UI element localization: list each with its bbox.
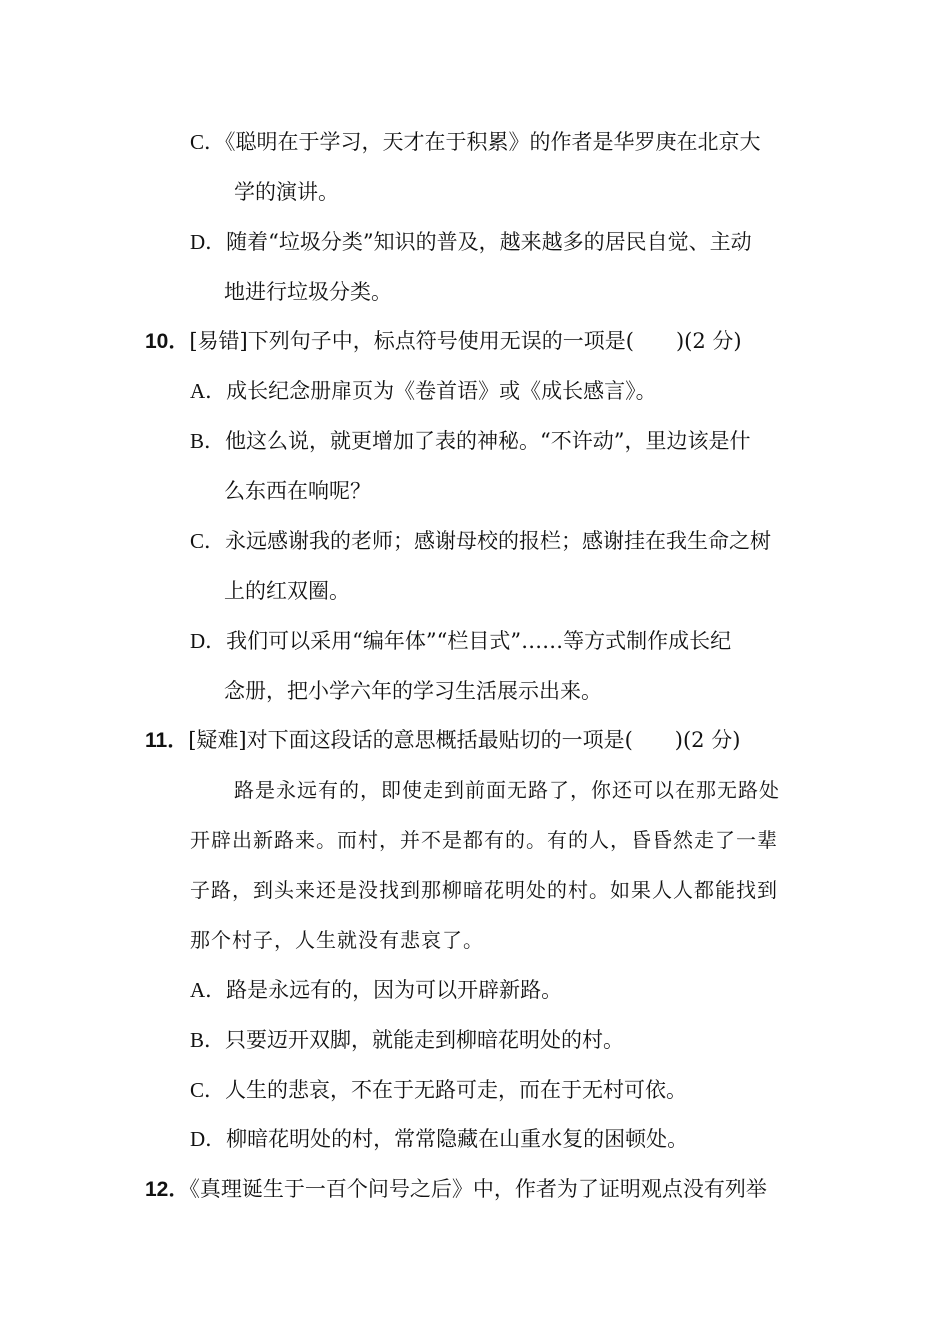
- q10-option-d-continued: 念册，把小学六年的学习生活展示出来。: [224, 679, 602, 703]
- option-text: 成长纪念册扉页为《卷首语》或《成长感言》。: [226, 379, 657, 403]
- option-text: 他这么说，就更增加了表的神秘。“不许动”，里边该是什: [225, 429, 751, 453]
- option-letter: D．: [190, 629, 227, 653]
- option-letter: C．: [190, 1078, 226, 1102]
- option-letter: B．: [190, 1028, 226, 1052]
- option-text: 随着“垃圾分类”知识的普及，越来越多的居民自觉、主动: [226, 230, 752, 254]
- question-number: 12．: [145, 1178, 190, 1201]
- q11-stem: [145, 726, 740, 755]
- question-text: 对下面这段话的意思概括最贴切的一项是(: [246, 728, 633, 752]
- q9-option-c: [190, 128, 761, 156]
- question-number: 10．: [145, 330, 190, 353]
- question-text: 《真理诞生于一百个问号之后》中，作者为了证明观点没有列举: [189, 1177, 767, 1201]
- q9-option-d-continued: 地进行垃圾分类。: [224, 280, 392, 304]
- q11-passage-line: 路是永远有的，即使走到前面无路了，你还可以在那无路处: [234, 778, 780, 802]
- question-tag: [疑难]: [188, 728, 247, 752]
- option-letter: B．: [190, 429, 226, 453]
- question-score: )(2 分): [674, 728, 741, 752]
- q11-option-b: [190, 1026, 624, 1054]
- q10-option-b: [190, 427, 751, 455]
- q10-option-d: [190, 627, 731, 655]
- q11-passage-line: 开辟出新路来。而村，并不是都有的。有的人，昏昏然走了一辈: [190, 828, 778, 852]
- option-text: 《聪明在于学习，天才在于积累》的作者是华罗庚在北京大: [225, 130, 761, 154]
- option-text: 柳暗花明处的村，常常隐藏在山重水复的困顿处。: [226, 1127, 689, 1151]
- option-letter: A．: [190, 978, 227, 1002]
- question-number: 11．: [145, 729, 189, 752]
- q10-stem: [145, 327, 742, 356]
- q11-passage-line: 那个村子，人生就没有悲哀了。: [190, 928, 484, 952]
- option-text: 只要迈开双脚，就能走到柳暗花明处的村。: [225, 1028, 625, 1052]
- option-text: 路是永远有的，因为可以开辟新路。: [226, 978, 563, 1002]
- q11-option-c: [190, 1076, 687, 1104]
- q10-option-b-continued: 么东西在响呢？: [224, 479, 371, 503]
- q11-passage-line: 子路，到头来还是没找到那柳暗花明处的村。如果人人都能找到: [190, 878, 778, 902]
- option-text: 我们可以采用“编年体”“栏目式”……等方式制作成长纪: [226, 629, 732, 653]
- option-letter: A．: [190, 379, 227, 403]
- option-letter: D．: [190, 1127, 227, 1151]
- q10-option-a: [190, 377, 657, 405]
- q10-option-c: [190, 527, 771, 555]
- option-letter: D．: [190, 230, 227, 254]
- q9-option-c-continued: 学的演讲。: [234, 180, 339, 204]
- option-text: 永远感谢我的老师；感谢母校的报栏；感谢挂在我生命之树: [225, 529, 772, 553]
- q11-option-a: [190, 976, 562, 1004]
- q9-option-d: [190, 228, 752, 256]
- question-tag: [易错]: [189, 329, 248, 353]
- q11-option-d: [190, 1125, 688, 1153]
- option-text: 人生的悲哀，不在于无路可走，而在于无村可依。: [225, 1078, 688, 1102]
- option-letter: C．: [190, 529, 226, 553]
- question-text: 下列句子中，标点符号使用无误的一项是(: [247, 329, 634, 353]
- q12-stem: [145, 1175, 767, 1204]
- question-score: )(2 分): [675, 329, 742, 353]
- q10-option-c-continued: 上的红双圈。: [224, 579, 350, 603]
- option-letter: C．: [190, 130, 226, 154]
